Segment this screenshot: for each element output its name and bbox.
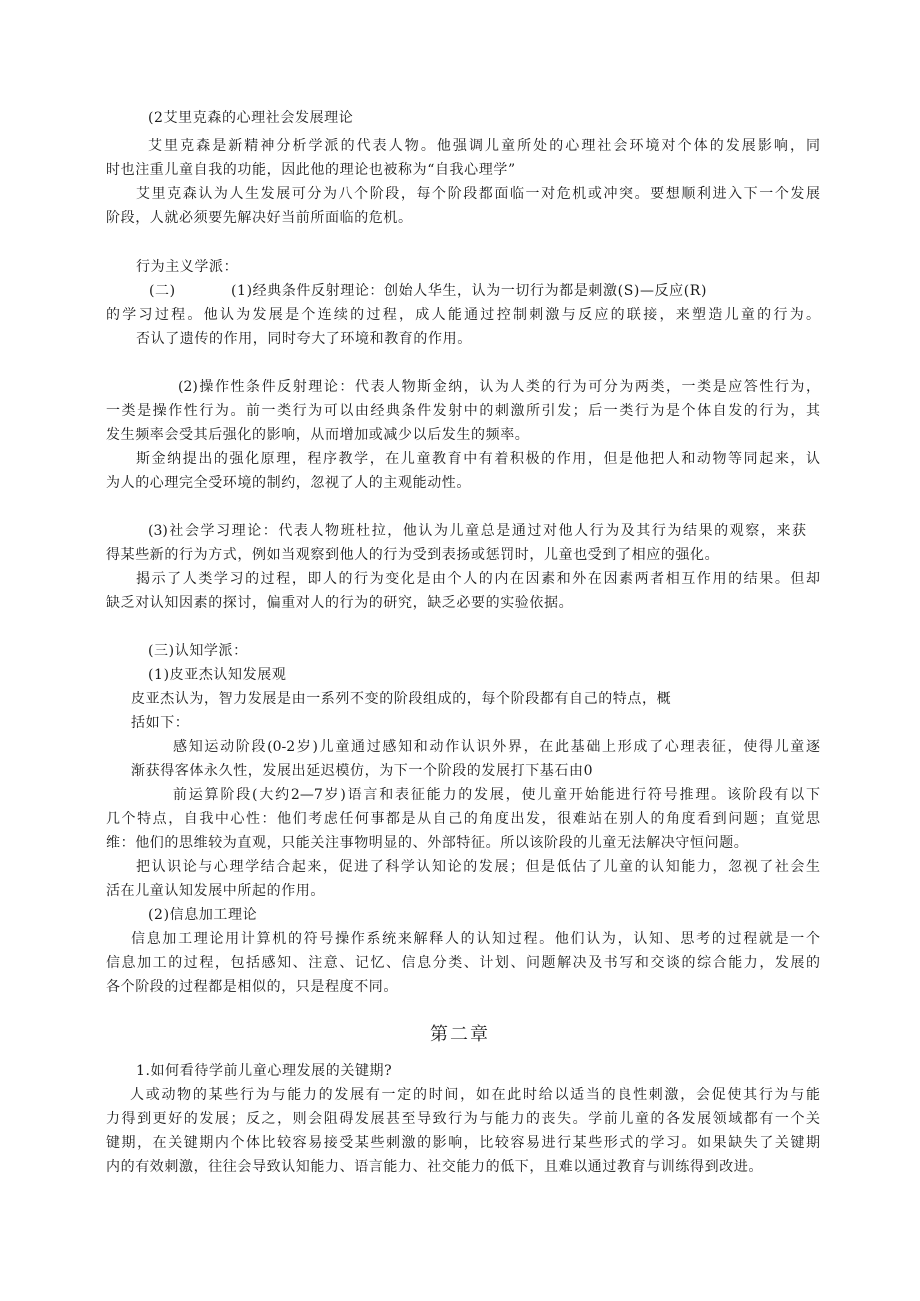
paragraph-line: (2)操作性条件反射理论：代表人物斯金纳，认为人类的行为可分为两类，一类是应答性行为， (178, 379, 820, 395)
piaget-heading: (1)皮亚杰认知发展观 (148, 667, 287, 683)
paragraph-line: 前运算阶段(大约2—7岁)语言和表征能力的发展，使儿童开始能进行符号推理。该阶段有以下 (173, 787, 820, 803)
paragraph-line: 斯金纳提出的强化原理，程序教学，在儿童教育中有着积极的作用，但是他把人和动物等同起来，认 (136, 451, 820, 467)
paragraph-line: 维：他们的思维较为直观，只能关注事物明显的、外部特征。所以该阶段的儿童无法解决守恒问题。 (106, 835, 749, 851)
paragraph-line: 一类是操作性行为。前一类行为可以由经典条件发射中的刺激所引发；后一类行为是个体自发的行为，其 (106, 403, 820, 419)
paragraph-line: 感知运动阶段(0-2岁)儿童通过感知和动作认识外界，在此基础上形成了心理表征，使得儿童逐 (173, 739, 820, 755)
paragraph-line: 内的有效刺激，往往会导致认知能力、语言能力、社交能力的低下，且难以通过教育与训练得到改进。 (106, 1159, 763, 1175)
behaviorism-heading: 行为主义学派： (136, 259, 239, 275)
paragraph-line: 艾里克森是新精神分析学派的代表人物。他强调儿童所处的心理社会环境对个体的发展影响，同 (148, 138, 820, 154)
paragraph-line: 活在儿童认知发展中所起的作用。 (106, 883, 325, 899)
paragraph-line: 得某些新的行为方式，例如当观察到他人的行为受到表扬或惩罚时，儿童也受到了相应的强化。 (106, 547, 720, 563)
paragraph-line: 阶段，人就必须要先解决好当前所面临的危机。 (106, 210, 413, 226)
info-processing-heading: (2)信息加工理论 (148, 907, 258, 923)
paragraph-line: 把认识论与心理学结合起来，促进了科学认知论的发展；但是低估了儿童的认知能力，忽视了社会生 (136, 859, 820, 875)
paragraph-line: 艾里克森认为人生发展可分为八个阶段，每个阶段都面临一对危机或冲突。要想顺利进入下一个发展 (136, 186, 820, 202)
chapter-title: 第二章 (430, 1024, 490, 1045)
section-number: (二) (149, 283, 176, 299)
paragraph-line: 缺乏对认知因素的探讨，偏重对人的行为的研究，缺乏必要的实验依据。 (106, 595, 574, 611)
paragraph-line: 时也注重儿童自我的功能，因此他的理论也被称为“自我心理学” (106, 162, 516, 178)
paragraph-line: 揭示了人类学习的过程，即人的行为变化是由个人的内在因素和外在因素两者相互作用的结果。但却 (136, 571, 820, 587)
paragraph-line: 人或动物的某些行为与能力的发展有一定的时间，如在此时给以适当的良性刺激，会促使其行为与能 (130, 1087, 820, 1103)
paragraph-line: 渐获得客体永久性，发展出延迟模仿，为下一个阶段的发展打下基石由0 (131, 763, 594, 779)
paragraph-line: 键期，在关键期内个体比较容易接受某些刺激的影响，比较容易进行某些形式的学习。如果缺失了关键期 (106, 1135, 820, 1151)
paragraph-line: 皮亚杰认为，智力发展是由一系列不变的阶段组成的，每个阶段都有自己的特点，概 (131, 691, 672, 707)
paragraph-line: (1)经典条件反射理论：创始人华生，认为一切行为都是刺激(S)—反应(R) (231, 283, 708, 299)
paragraph-line: 否认了遗传的作用，同时夸大了环境和教育的作用。 (136, 331, 472, 347)
paragraph-line: 力得到更好的发展；反之，则会阻碍发展甚至导致行为与能力的丧失。学前儿童的各发展领域都有一个关 (106, 1111, 820, 1127)
paragraph-line: 括如下： (131, 715, 190, 731)
paragraph-line: 信息加工的过程，包括感知、注意、记忆、信息分类、计划、问题解决及书写和交谈的综合能力，发展的 (106, 955, 820, 971)
paragraph-line: 的学习过程。他认为发展是个连续的过程，成人能通过控制刺激与反应的联接，来塑造儿童的行为。 (106, 307, 820, 323)
erikson-heading: (2艾里克森的心理社会发展理论 (148, 110, 354, 126)
paragraph-line: 各个阶段的过程都是相似的，只是程度不同。 (106, 979, 398, 995)
paragraph-line: (3)社会学习理论：代表人物班杜拉，他认为儿童总是通过对他人行为及其行为结果的观察，来获 (148, 523, 806, 539)
paragraph-line: 发生频率会受其后强化的影响，从而增加或减少以后发生的频率。 (106, 427, 530, 443)
question-heading: 1.如何看待学前儿童心理发展的关键期? (136, 1063, 393, 1079)
cognitive-heading: (三)认知学派： (148, 643, 248, 659)
paragraph-line: 信息加工理论用计算机的符号操作系统来解释人的认知过程。他们认为，认知、思考的过程就是一个 (131, 931, 820, 947)
paragraph-line: 几个特点，自我中心性：他们考虑任何事都是从自己的角度出发，很难站在别人的角度看到问题；直觉思 (106, 811, 820, 827)
paragraph-line: 为人的心理完全受环境的制约，忽视了人的主观能动性。 (106, 475, 471, 491)
